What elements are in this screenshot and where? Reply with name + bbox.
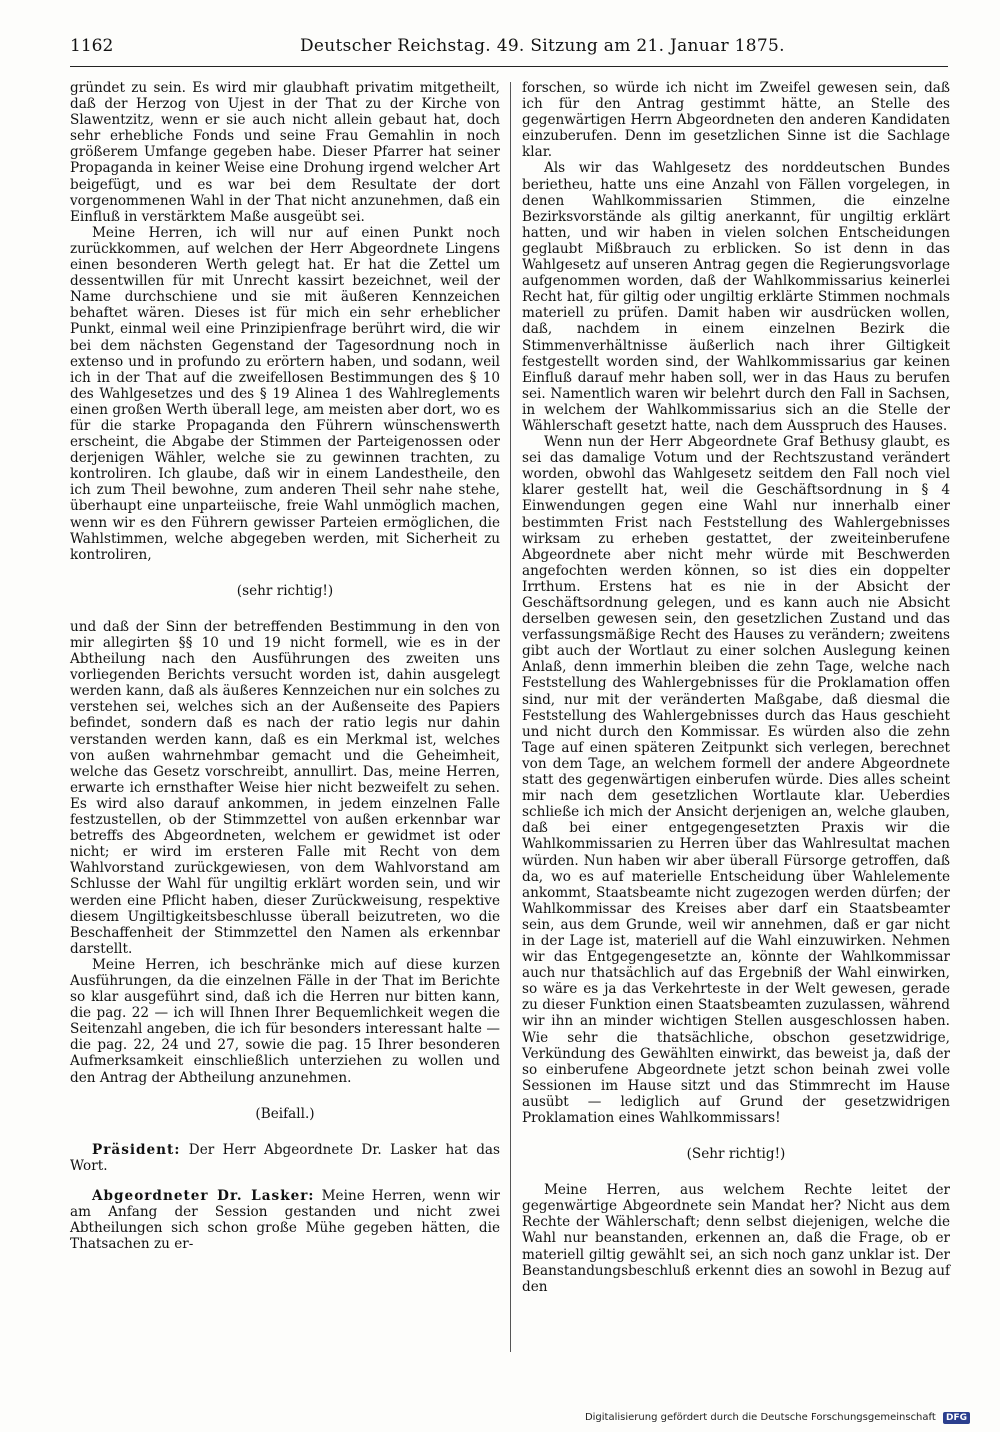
page-number: 1162 bbox=[70, 36, 114, 56]
body-paragraph: gründet zu sein. Es wird mir glaubhaft privatim mitgetheilt, daß der Herzog von Ujest in der That zu der Kirche von Slawentzitz, wenn er sie auch nicht allein gebaut hat, doch sehr erhebliche Fonds und seine Frau Gemahlin in noch größerem Umfange gegeben habe. Dieser Pfarrer hat seiner Propaganda in keiner Weise eine Drohung irgend welcher Art beigefügt, und es war bei dem Resultate der dort vorgenommenen Wahl in der That nicht anzunehmen, daß ein Einfluß in verstärktem Maße ausgeübt sei. bbox=[70, 80, 500, 225]
speaker-name: Abgeordneter Dr. Lasker: bbox=[92, 1187, 315, 1204]
interjection: (Sehr richtig!) bbox=[686, 1146, 786, 1163]
interjection: (Beifall.) bbox=[255, 1105, 315, 1122]
footer-text: Digitalisierung gefördert durch die Deutsche Forschungsgemeinschaft bbox=[584, 1412, 936, 1423]
body-paragraph: forschen, so würde ich nicht im Zweifel gewesen sein, daß ich für den Antrag gestimmt hätte, an Stelle des gegenwärtigen Herrn Abgeordneten den anderen Kandidaten einzuberufen. Denn im gesetzlichen Sinne ist die Sachlage klar. bbox=[522, 80, 950, 161]
speech-text: Meine Herren, wenn wir am Anfang der Session gestanden und nicht zwei Abtheilungen sich schon große Mühe gegeben hätten, die Thatsachen zu er- bbox=[70, 1187, 500, 1253]
body-paragraph: Als wir das Wahlgesetz des norddeutschen Bundes berietheu, hatte uns eine Anzahl von Fällen vorgelegen, in denen Wahlkommissarien Stimmen, die einzelne Bezirksvorstände als giltig anerkannt, für ungiltig erklärt hatten, und wir haben in vielen solchen Entscheidungen geglaubt Mißbrauch zu erblicken. So ist denn in das Wahlgesetz auf unseren Antrag gegen die Regierungsvorlage aufgenommen worden, daß der Wahlkommissarius keinerlei Recht hat, für giltig oder ungiltig erklärte Stimmen nochmals materiell zu prüfen. Damit haben wir ausdrücken wollen, daß, nachdem in einem einzelnen Bezirk die Stimmenverhältnisse äußerlich nach ihrer Giltigkeit festgestellt worden sind, der Wahlkommissarius gar keinen Einfluß darauf mehr haben soll, wer in das Haus zu berufen sei. Namentlich waren wir belehrt durch den Fall in Sachsen, in welchem der Wahlkommissarius sich an die Stelle der Wählerschaft gesetzt hatte, nach dem Ausspruch des Hauses. bbox=[522, 160, 950, 434]
body-paragraph: und daß der Sinn der betreffenden Bestimmung in den von mir allegirten §§ 10 und 19 nicht formell, wie es in der Abtheilung nach den Ausführungen des zweiten uns vorliegenden Berichts versucht worden ist, dahin ausgelegt werden kann, daß als äußeres Kennzeichen nur ein solches zu verstehen sei, welches sich an der Außenseite des Papiers befindet, sondern daß es nach der ratio legis nur dahin verstanden werden kann, daß es ein Merkmal ist, welches von außen wahrnehmbar gemacht und die Geheimheit, welche das Gesetz vorschreibt, annullirt. Das, meine Herren, erwarte ich ernsthafter Weise hier nicht bezweifelt zu sehen. Es wird also darauf ankommen, in jedem einzelnen Falle festzustellen, ob der Stimmzettel von außen erkennbar war betreffs des Abgeordneten, welchem er gewidmet ist oder nicht; er wird im ersteren Falle mit Recht von dem Wahlvorstand zurückgewiesen, von dem Wahlvorstand am Schlusse der Wahl für ungiltig erklärt worden sein, und wir werden eine Pflicht haben, dieser Zurückweisung, respektive diesem Ungiltigkeitsbeschlusse überall beizutreten, wo die Beschaffenheit der Stimmzettel den Namen als erkennbar darstellt. bbox=[70, 618, 500, 957]
header-rule bbox=[70, 66, 948, 67]
body-paragraph: Meine Herren, ich will nur auf einen Punkt noch zurückkommen, auf welchen der Herr Abgeordnete Lingens einen besonderen Werth gelegt hat. Er hat die Zettel um dessentwillen für mit Unrecht kassirt bezeichnet, weil der Name durchschiene und sie mit äußeren Kennzeichen behaftet wären. Dieses ist für mich ein sehr erheblicher Punkt, einmal weil eine Prinzipienfrage berührt wird, die wir bei dem nächsten Gegenstand der Tagesordnung noch in extenso und in profundo zu erörtern haben, und sodann, weil ich in der That auf die zweifellosen Bestimmungen des § 10 des Wahlgesetzes und des § 19 Alinea 1 des Wahlreglements einen großen Werth überall lege, am meisten aber dort, wo es für die starke Propaganda den Führern wünschenswerth erscheint, die Abgabe der Stimmen der Parteigenossen oder derjenigen Wähler, welche sie zu gewinnen trachten, zu kontroliren. Ich glaube, daß wir in einem Landestheile, den ich zum Theil bewohne, zum anderen Theil sehr nahe stehe, überhaupt eine unparteiische, freie Wahl unmöglich machen, wenn wir es den Führern gewisser Parteien ermöglichen, die Wahlstimmen, welche abgegeben werden, mit Sicherheit zu kontroliren, bbox=[70, 224, 500, 563]
column-divider bbox=[510, 82, 511, 1352]
body-paragraph: Wenn nun der Herr Abgeordnete Graf Bethusy glaubt, es sei das damalige Votum und der Rechtszustand verändert worden, obwohl das Wahlgesetz seitdem den Fall noch viel klarer gestellt hat, weil die Geschäftsordnung in § 4 Einwendungen gegen eine Wahl nur innerhalb einer bestimmten Frist nach Feststellung des Wahlergebnisses wirksam zu erheben gestattet, der zweiteinberufene Abgeordnete aber nicht mehr würde mit Beschwerden angefochten werden können, so ist dies ein doppelter Irrthum. Erstens hat es nie in der Absicht der Geschäftsordnung gelegen, und es kann auch nie Absicht derselben gewesen sein, den gesetzlichen Zustand und das verfassungsmäßige Recht des Hauses zu verändern; zweitens gibt auch der Wortlaut zu einer solchen Auslegung keinen Anlaß, denn immerhin bleiben die zehn Tage, welche nach Feststellung des Wahlergebnisses für die Proklamation offen sind, nur mit der veränderten Maßgabe, daß diesmal die Feststellung des Wahlergebnisses durch das Haus geschieht und nicht durch den Kommissar. Es würden also die zehn Tage auf einen späteren Zeitpunkt sich verlegen, berechnet von dem Tage, an welchem formell der andere Abgeordnete statt des gegenwärtigen einberufen würde. Dies alles scheint mir nach dem gesetzlichen Wortlaute klar. Ueberdies schließe ich mich der Ansicht derjenigen an, welche glauben, daß bei einer entgegengesetzten Praxis wir die Wahlkommissarien zu Herren über das Wahlresultat machen würden. Nun haben wir aber überall Fürsorge getroffen, daß da, wo es auf materielle Entscheidung über Wahlelemente ankommt, Staatsbeamte nicht zugezogen werden dürfen; der Wahlkommissar des Kreises aber darf ein Staatsbeamter sein, aus dem Grunde, weil wir annehmen, daß er gar nicht in der Lage ist, materiell auf die Wahl einzuwirken. Nehmen wir das Entgegengesetzte an, könnte der Wahlkommissar auch nur thatsächlich auf das Ergebniß der Wahl einwirken, so wäre es ja das Verkehrteste in der Welt gewesen, gerade zu dieser Funktion einen Staatsbeamten zuzulassen, während wir ihn an minder wichtigen Stellen ausgeschlossen haben. Wie sehr die thatsächliche, obschon gesetzwidrige, Verkündung des Gewählten einwirkt, das beweist ja, daß der so einberufene Abgeordnete jetzt schon beinah zwei volle Sessionen im Hause sitzt und das Stimmrecht im Hause ausübt — lediglich auf Grund der gesetzwidrigen Proklamation eines Wahlkommissars! bbox=[522, 434, 950, 1126]
body-paragraph: Meine Herren, aus welchem Rechte leitet der gegenwärtige Abgeordnete sein Mandat her? Nicht aus dem Rechte der Wählerschaft; denn selbst diejenigen, welche die Wahl nur beanstanden, erkennen an, daß die Frage, ob er materiell giltig gewählt sei, an sich noch ganz unklar ist. Der Beanstandungsbeschluß erkennt dies an sowohl in Bezug auf den bbox=[522, 1182, 950, 1295]
speech-text: Der Herr Abgeordnete Dr. Lasker hat das Wort. bbox=[70, 1141, 500, 1174]
running-head: Deutscher Reichstag. 49. Sitzung am 21. Januar 1875. bbox=[300, 36, 785, 56]
speaker-paragraph bbox=[70, 1188, 500, 1252]
interjection: (sehr richtig!) bbox=[236, 582, 334, 599]
body-paragraph: Meine Herren, ich beschränke mich auf diese kurzen Ausführungen, da die einzelnen Fälle in der That im Berichte so klar ausgeführt sind, daß ich die Herren nur bitten kann, die pag. 22 — ich will Ihnen Ihrer Bequemlichkeit wegen die Seitenzahl angeben, die ich für besonders interessant halte — die pag. 22, 24 und 27, sowie die pag. 15 Ihrer besonderen Aufmerksamkeit einschließlich unterziehen zu wollen und den Antrag der Abtheilung anzunehmen. bbox=[70, 956, 500, 1086]
page-header bbox=[70, 36, 950, 66]
dfg-logo: DFG bbox=[943, 1412, 970, 1424]
speaker-name: Präsident: bbox=[92, 1141, 181, 1158]
footer-credit bbox=[585, 1412, 970, 1424]
left-column bbox=[70, 80, 500, 1252]
speaker-paragraph bbox=[70, 1142, 500, 1174]
right-column bbox=[522, 80, 950, 1295]
